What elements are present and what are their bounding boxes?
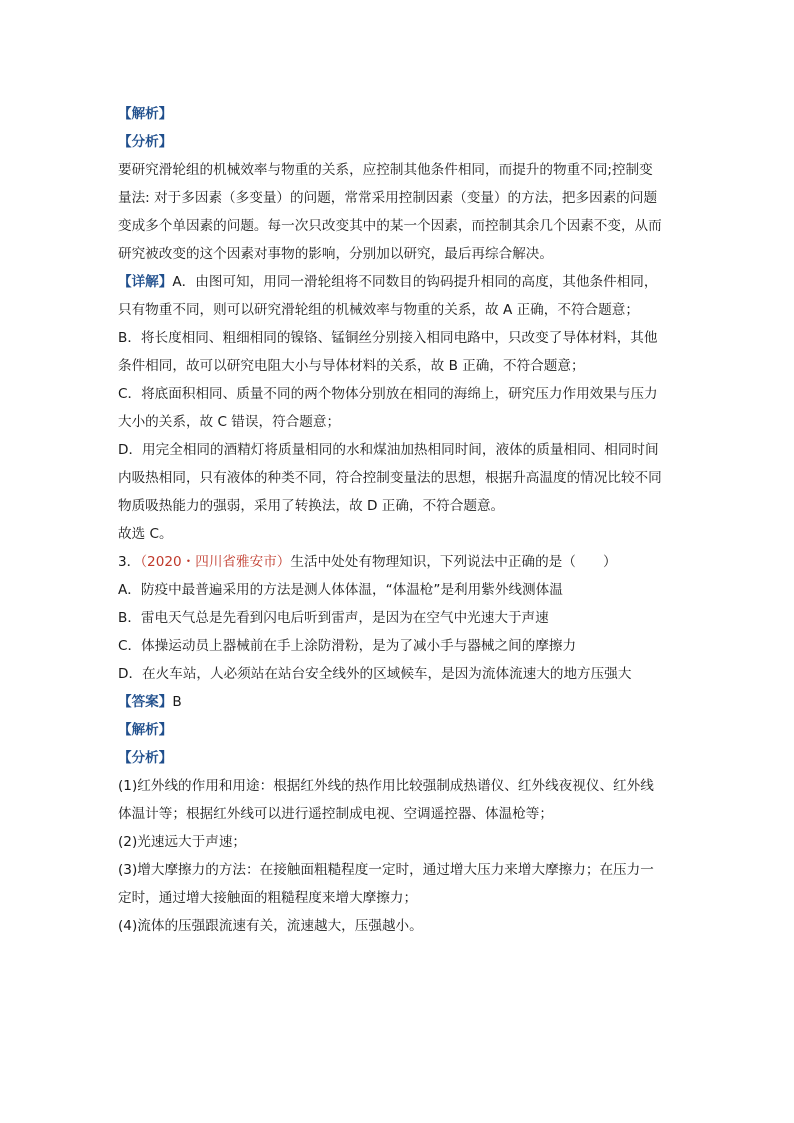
analysis-line: 量法: 对于多因素（多变量）的问题，常常采用控制因素（变量）的方法，把多因素的问题 — [118, 190, 658, 206]
detail-text: A．由图可知，用同一滑轮组将不同数目的钩码提升相同的高度，其他条件相同， — [172, 274, 658, 290]
detail-line: 只有物重不同，则可以研究滑轮组的机械效率与物重的关系，故 A 正确，不符合题意； — [118, 302, 639, 318]
detail-line: 条件相同，故可以研究电阻大小与导体材料的关系，故 B 正确，不符合题意； — [118, 358, 585, 374]
section-heading-fenxi-2: 【分析】 — [118, 750, 173, 766]
question-option-b: B．雷电天气总是先看到闪电后听到雷声，是因为在空气中光速大于声速 — [118, 610, 549, 626]
detail-conclusion: 故选 C。 — [118, 526, 173, 542]
detail-line: 物质吸热能力的强弱，采用了转换法，故 D 正确，不符合题意。 — [118, 498, 505, 514]
detail-first-line — [118, 268, 678, 296]
section-heading-jiexi: 【解析】 — [118, 106, 173, 122]
detail-line: B．将长度相同、粗细相同的镍铬、锰铜丝分别接入相同电路中，只改变了导体材料，其他 — [118, 330, 658, 346]
section-heading-fenxi: 【分析】 — [118, 134, 173, 150]
section-heading-daan: 【答案】 — [118, 694, 173, 710]
section-heading-xiangjie: 【详解】 — [118, 274, 173, 290]
detail-line: 内吸热相同，只有液体的种类不同，符合控制变量法的思想，根据升高温度的情况比较不同 — [118, 470, 662, 486]
analysis-line: 研究被改变的这个因素对事物的影响，分别加以研究，最后再综合解决。 — [118, 246, 553, 262]
analysis-line: (3)增大摩擦力的方法：在接触面粗糙程度一定时，通过增大压力来增大摩擦力；在压力一 — [118, 862, 654, 878]
document-content — [118, 100, 678, 940]
analysis-line: 定时，通过增大接触面的粗糙程度来增大摩擦力； — [118, 890, 418, 906]
question-source: （2020・四川省雅安市） — [140, 554, 291, 570]
answer-value: B — [172, 694, 182, 710]
analysis-line: 变成多个单因素的问题。每一次只改变其中的某一个因素，而控制其余几个因素不变，从而 — [118, 218, 662, 234]
detail-line: C．将底面积相同、质量不同的两个物体分别放在相同的海绵上，研究压力作用效果与压力 — [118, 386, 658, 402]
analysis-line: (2)光速远大于声速； — [118, 834, 247, 850]
analysis-line: 体温计等；根据红外线可以进行遥控制成电视、空调遥控器、体温枪等； — [118, 806, 553, 822]
detail-line: 大小的关系，故 C 错误，符合题意； — [118, 414, 341, 430]
analysis-line: (1)红外线的作用和用途：根据红外线的热作用比较强制成热谱仪、红外线夜视仪、红外线 — [118, 778, 654, 794]
analysis-line: (4)流体的压强跟流速有关，流速越大，压强越小。 — [118, 918, 423, 934]
question-option-a: A．防疫中最普遍采用的方法是测人体体温，“体温枪”是利用紫外线测体温 — [118, 582, 563, 598]
question-text: 生活中处处有物理知识，下列说法中正确的是（ ） — [290, 554, 617, 570]
question-option-d: D．在火车站，人必须站在站台安全线外的区域候车，是因为流体流速大的地方压强大 — [118, 666, 632, 682]
detail-line: D．用完全相同的酒精灯将质量相同的水和煤油加热相同时间，液体的质量相同、相同时间 — [118, 442, 659, 458]
question-number: 3． — [118, 554, 141, 570]
question-option-c: C．体操运动员上器械前在手上涂防滑粉，是为了减小手与器械之间的摩擦力 — [118, 638, 577, 654]
question-stem — [118, 548, 678, 576]
section-heading-jiexi-2: 【解析】 — [118, 722, 173, 738]
answer-line — [118, 688, 678, 716]
analysis-line: 要研究滑轮组的机械效率与物重的关系，应控制其他条件相同，而提升的物重不同;控制变 — [118, 162, 653, 178]
